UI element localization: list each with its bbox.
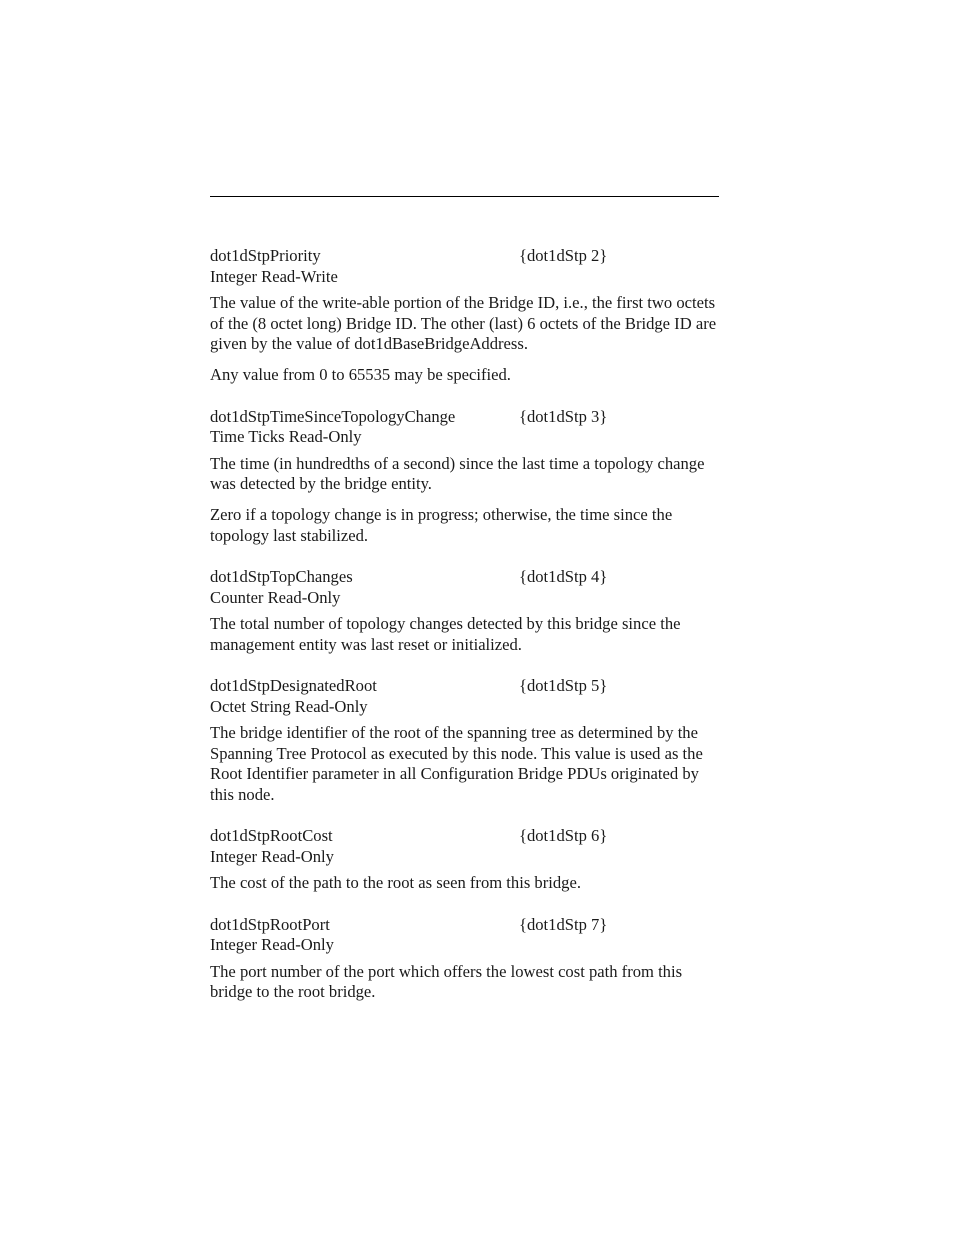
object-oid: {dot1dStp 4} xyxy=(519,567,608,586)
object-name: dot1dStpTimeSinceTopologyChange xyxy=(210,406,456,426)
object-type: Time Ticks Read-Only xyxy=(210,427,362,446)
description-paragraph: Zero if a topology change is in progress; otherwise, the time since the topology last stabilized. xyxy=(210,505,673,545)
entry-header xyxy=(210,407,720,428)
object-type: Integer Read-Only xyxy=(210,935,334,954)
entry-header xyxy=(210,246,720,267)
object-type: Integer Read-Only xyxy=(210,846,334,866)
object-type: Counter Read-Only xyxy=(210,587,341,607)
object-oid: {dot1dStp 5} xyxy=(519,676,608,695)
object-oid: {dot1dStp 7} xyxy=(519,914,608,934)
object-oid: {dot1dStp 6} xyxy=(519,826,608,845)
object-name: dot1dStpPriority xyxy=(210,246,321,265)
object-name: dot1dStpRootPort xyxy=(210,914,330,934)
description-paragraph: The total number of topology changes detected by this bridge since the management entity was last reset or initialized. xyxy=(210,614,681,654)
entry-header xyxy=(210,676,720,697)
mib-entry-root-cost xyxy=(210,826,720,894)
object-oid: {dot1dStp 3} xyxy=(519,406,608,426)
description-paragraph: The cost of the path to the root as seen from this bridge. xyxy=(210,873,581,892)
header-rule xyxy=(210,196,719,197)
mib-entry-time-since-topology-change xyxy=(210,407,720,547)
description-paragraph: The port number of the port which offers the lowest cost path from this bridge to the root bridge. xyxy=(210,961,683,1001)
mib-entry-priority xyxy=(210,246,720,386)
entry-header xyxy=(210,915,720,936)
description-paragraph: The bridge identifier of the root of the spanning tree as determined by the Spanning Tree Protocol as executed by this node. This value is used as the Root Identifier parameter in all Configuration Bridge PDUs originated by this node. xyxy=(210,723,703,804)
object-type: Octet String Read-Only xyxy=(210,696,368,716)
entry-header xyxy=(210,826,720,847)
object-name: dot1dStpDesignatedRoot xyxy=(210,676,377,695)
mib-entry-designated-root xyxy=(210,676,720,805)
object-type: Integer Read-Write xyxy=(210,266,338,286)
object-name: dot1dStpTopChanges xyxy=(210,567,353,586)
object-oid: {dot1dStp 2} xyxy=(519,246,608,265)
entry-header xyxy=(210,567,720,588)
description-paragraph: The value of the write-able portion of the Bridge ID, i.e., the first two octets of the (8 octet long) Bridge ID. The other (last) 6 octets of the Bridge ID are given by the value of dot1dBaseBridgeAddress. xyxy=(210,293,717,353)
description-paragraph: The time (in hundredths of a second) since the last time a topology change was detected by the bridge entity. xyxy=(210,453,705,493)
object-name: dot1dStpRootCost xyxy=(210,826,333,845)
mib-entry-top-changes xyxy=(210,567,720,655)
mib-object-list xyxy=(210,246,720,1024)
description-paragraph: Any value from 0 to 65535 may be specified. xyxy=(210,365,511,384)
mib-entry-root-port xyxy=(210,915,720,1003)
